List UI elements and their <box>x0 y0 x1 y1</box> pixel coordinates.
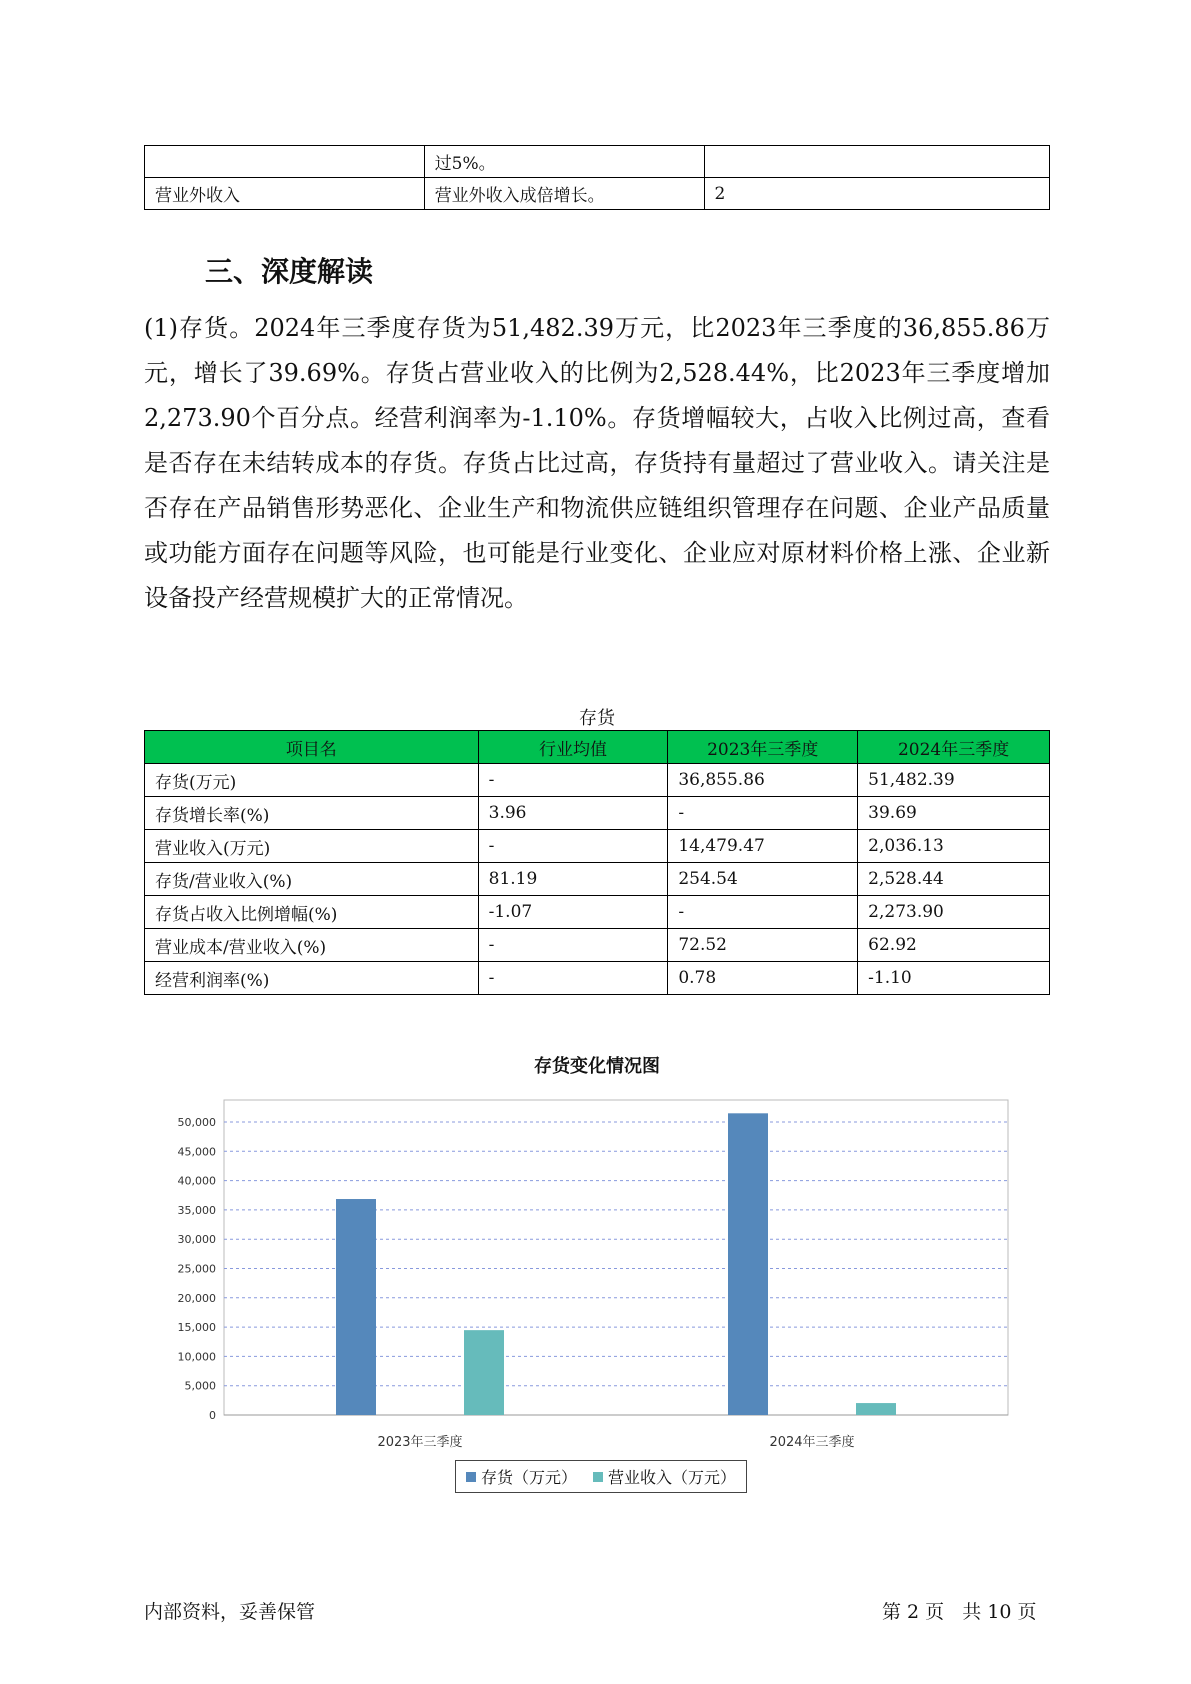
footer-confidential-note: 内部资料，妥善保管 <box>144 1601 316 1623</box>
table-row <box>145 830 1050 863</box>
table-header-cell: 2023年三季度 <box>668 731 858 764</box>
bar-revenue <box>464 1330 504 1415</box>
legend-swatch <box>593 1472 603 1482</box>
table-cell: 存货/营业收入(%) <box>145 863 479 896</box>
y-tick-label: 50,000 <box>177 1116 216 1129</box>
table-row <box>145 896 1050 929</box>
table-cell: 过5%。 <box>424 146 704 178</box>
table-cell: - <box>478 764 668 797</box>
legend-label: 营业收入（万元） <box>608 1468 737 1487</box>
table-cell: -1.10 <box>858 962 1050 995</box>
y-tick-label: 0 <box>209 1409 216 1422</box>
chart-title: 存货变化情况图 <box>534 1056 660 1077</box>
legend-label: 存货（万元） <box>481 1468 578 1487</box>
table-caption: 存货 <box>579 708 615 729</box>
table-cell: 0.78 <box>668 962 858 995</box>
table-row <box>145 797 1050 830</box>
y-tick-label: 15,000 <box>177 1321 216 1335</box>
table-cell: 2 <box>704 178 1049 210</box>
table-cell: - <box>478 830 668 863</box>
x-tick-label: 2023年三季度 <box>377 1435 463 1450</box>
x-tick-label: 2024年三季度 <box>769 1435 855 1450</box>
table-row <box>145 178 1050 210</box>
table-cell: 营业外收入 <box>145 178 425 210</box>
bar-inventory <box>728 1113 768 1415</box>
legend-item-revenue <box>593 1465 736 1488</box>
body-paragraph: (1)存货。2024年三季度存货为51,482.39万元，比2023年三季度的36,855.86万元，增长了39.69%。存货占营业收入的比例为2,528.44%，比2023年三季度增加2,273.90个百分点。经营利润率为-1.10%。存货增幅较大，占收入比例过高，查看是否存在未结转成本的存货。存货占比过高，存货持有量超过了营业收入。请关注是否存在产品销售形势恶化、企业生产和物流供应链组织管理存在问题、企业产品质量或功能方面存在问题等风险，也可能是行业变化、企业应对原材料价格上涨、企业新设备投产经营规模扩大的正常情况。 <box>144 314 1050 612</box>
table-cell <box>145 146 425 178</box>
table-cell: 39.69 <box>858 797 1050 830</box>
table-cell: - <box>668 797 858 830</box>
bar-chart <box>150 1090 1020 1450</box>
table-cell: - <box>478 962 668 995</box>
table-cell: 3.96 <box>478 797 668 830</box>
table-header-row <box>145 731 1050 764</box>
table-cell: 存货增长率(%) <box>145 797 479 830</box>
table-header-cell: 行业均值 <box>478 731 668 764</box>
table-cell: 存货占收入比例增幅(%) <box>145 896 479 929</box>
y-tick-label: 40,000 <box>177 1174 216 1188</box>
bar-revenue <box>856 1403 896 1415</box>
table-cell: 81.19 <box>478 863 668 896</box>
table-row <box>145 764 1050 797</box>
table-cell: 254.54 <box>668 863 858 896</box>
table-cell: 2,036.13 <box>858 830 1050 863</box>
table-cell: 经营利润率(%) <box>145 962 479 995</box>
y-tick-label: 25,000 <box>177 1262 216 1276</box>
legend-swatch <box>466 1472 476 1482</box>
table-row <box>145 929 1050 962</box>
y-tick-label: 30,000 <box>177 1233 216 1247</box>
table-cell: 营业外收入成倍增长。 <box>424 178 704 210</box>
y-tick-label: 20,000 <box>177 1291 216 1305</box>
table-cell: 营业成本/营业收入(%) <box>145 929 479 962</box>
table-cell: 14,479.47 <box>668 830 858 863</box>
table-cell: 51,482.39 <box>858 764 1050 797</box>
table-cell: 营业收入(万元) <box>145 830 479 863</box>
chart-legend <box>455 1460 747 1493</box>
table-cell: 存货(万元) <box>145 764 479 797</box>
table-cell: 2,528.44 <box>858 863 1050 896</box>
y-tick-label: 10,000 <box>177 1350 216 1364</box>
table-cell: 2,273.90 <box>858 896 1050 929</box>
section-heading: 三、深度解读 <box>205 255 374 288</box>
table-row <box>145 146 1050 178</box>
top-table <box>144 145 1050 210</box>
table-cell: - <box>668 896 858 929</box>
table-cell <box>704 146 1049 178</box>
table-row <box>145 962 1050 995</box>
table-cell: - <box>478 929 668 962</box>
inventory-table <box>144 730 1050 995</box>
legend-item-inventory <box>466 1465 577 1488</box>
table-cell: 36,855.86 <box>668 764 858 797</box>
y-tick-label: 35,000 <box>177 1203 216 1217</box>
y-tick-label: 45,000 <box>177 1145 216 1159</box>
bar-inventory <box>336 1199 376 1415</box>
y-tick-label: 5,000 <box>184 1379 216 1393</box>
table-cell: 62.92 <box>858 929 1050 962</box>
table-header-cell: 项目名 <box>145 731 479 764</box>
table-cell: 72.52 <box>668 929 858 962</box>
table-row <box>145 863 1050 896</box>
footer-page-number: 第 2 页 共 10 页 <box>882 1601 1037 1623</box>
table-cell: -1.07 <box>478 896 668 929</box>
table-header-cell: 2024年三季度 <box>858 731 1050 764</box>
